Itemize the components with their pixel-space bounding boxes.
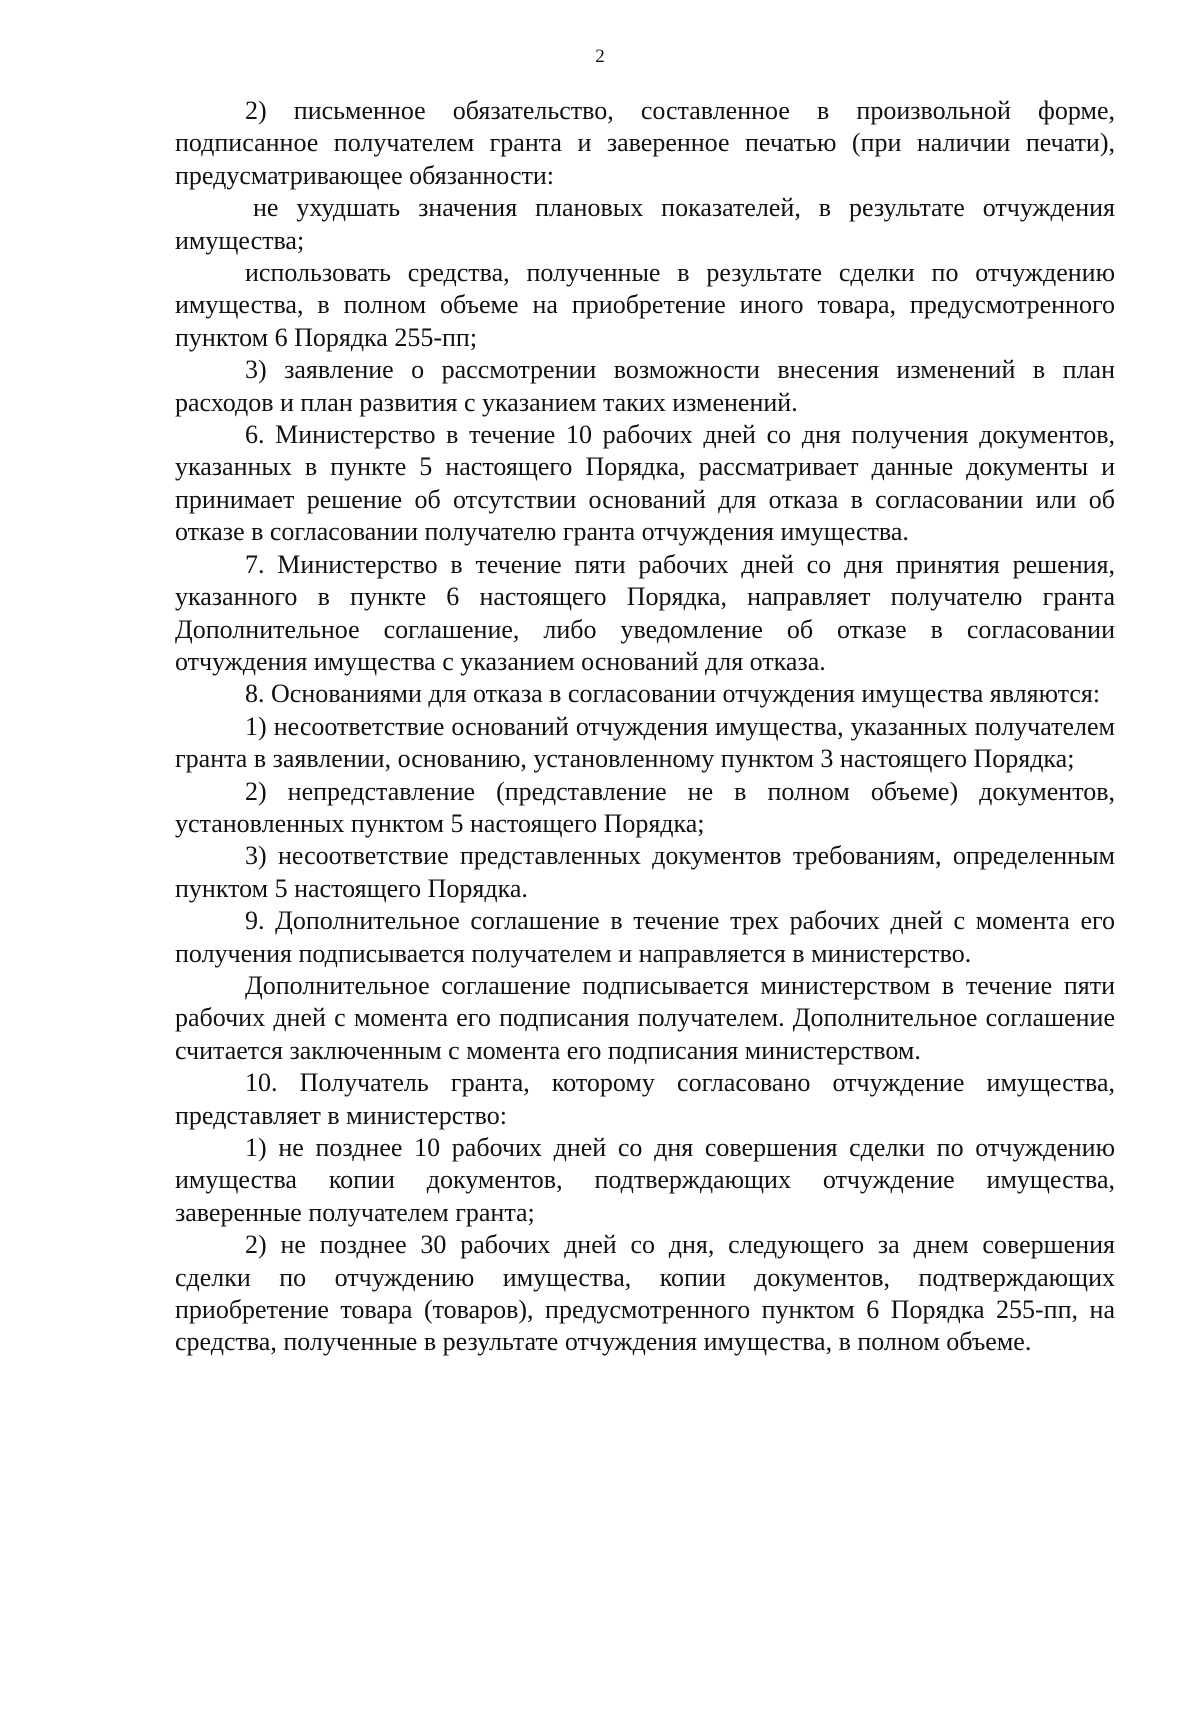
- paragraph-item-9: 9. Дополнительное соглашение в течение трех рабочих дней с момента его получения подписывается получателем и направляется в министерство.: [175, 906, 1115, 968]
- page-number: 2: [595, 46, 605, 67]
- paragraph-item-6: 6. Министерство в течение 10 рабочих дней со дня получения документов, указанных в пункте 5 настоящего Порядка, рассматривает данные документы и принимает решение об отсутствии оснований для отказа в согласовании или об отказе в согласовании получателю гранта отчуждения имущества.: [175, 420, 1115, 547]
- paragraph-obligation: 2) письменное обязательство, составленное в произвольной форме, подписанное получателем гранта и заверенное печатью (при наличии печати), предусматривающее обязанности:: [175, 96, 1115, 190]
- paragraph-item-10: 10. Получатель гранта, которому согласовано отчуждение имущества, представляет в министерство:: [175, 1068, 1115, 1130]
- paragraph-item-10-1: 1) не позднее 10 рабочих дней со дня совершения сделки по отчуждению имущества копии документов, подтверждающих отчуждение имущества, заверенные получателем гранта;: [175, 1133, 1115, 1227]
- paragraph-application-changes: 3) заявление о рассмотрении возможности внесения изменений в план расходов и план развития с указанием таких изменений.: [175, 355, 1115, 417]
- paragraph-obligation-funds: использовать средства, полученные в результате сделки по отчуждению имущества, в полном объеме на приобретение иного товара, предусмотренного пунктом 6 Порядка 255-пп;: [175, 258, 1115, 352]
- paragraph-item-8-1: 1) несоответствие оснований отчуждения имущества, указанных получателем гранта в заявлении, основанию, установленному пунктом 3 настоящего Порядка;: [175, 711, 1115, 774]
- paragraph-obligation-indicators: не ухудшать значения плановых показателей, в результате отчуждения имущества;: [175, 193, 1115, 255]
- paragraph-item-8: 8. Основаниями для отказа в согласовании отчуждения имущества являются:: [245, 679, 1101, 709]
- paragraph-item-10-2: 2) не позднее 30 рабочих дней со дня, следующего за днем совершения сделки по отчуждению имущества, копии документов, подтверждающих приобретение товара (товаров), предусмотренного пунктом 6 Порядка 255-пп, на средства, полученные в результате отчуждения имущества, в полном объеме.: [175, 1230, 1115, 1357]
- paragraph-item-8-2: 2) непредставление (представление не в полном объеме) документов, установленных пунктом 5 настоящего Порядка;: [175, 776, 1115, 838]
- paragraph-item-7: 7. Министерство в течение пяти рабочих дней со дня принятия решения, указанного в пункте 6 настоящего Порядка, направляет получателю гранта Дополнительное соглашение, либо уведомление об отказе в согласовании отчуждения имущества с указанием оснований для отказа.: [175, 549, 1115, 676]
- paragraph-item-8-3: 3) несоответствие представленных документов требованиям, определенным пунктом 5 настоящего Порядка.: [175, 841, 1115, 903]
- paragraph-item-9-signing: Дополнительное соглашение подписывается министерством в течение пяти рабочих дней с момента его подписания получателем. Дополнительное соглашение считается заключенным с момента его подписания министерством.: [175, 970, 1115, 1065]
- document-body: [175, 95, 1115, 1359]
